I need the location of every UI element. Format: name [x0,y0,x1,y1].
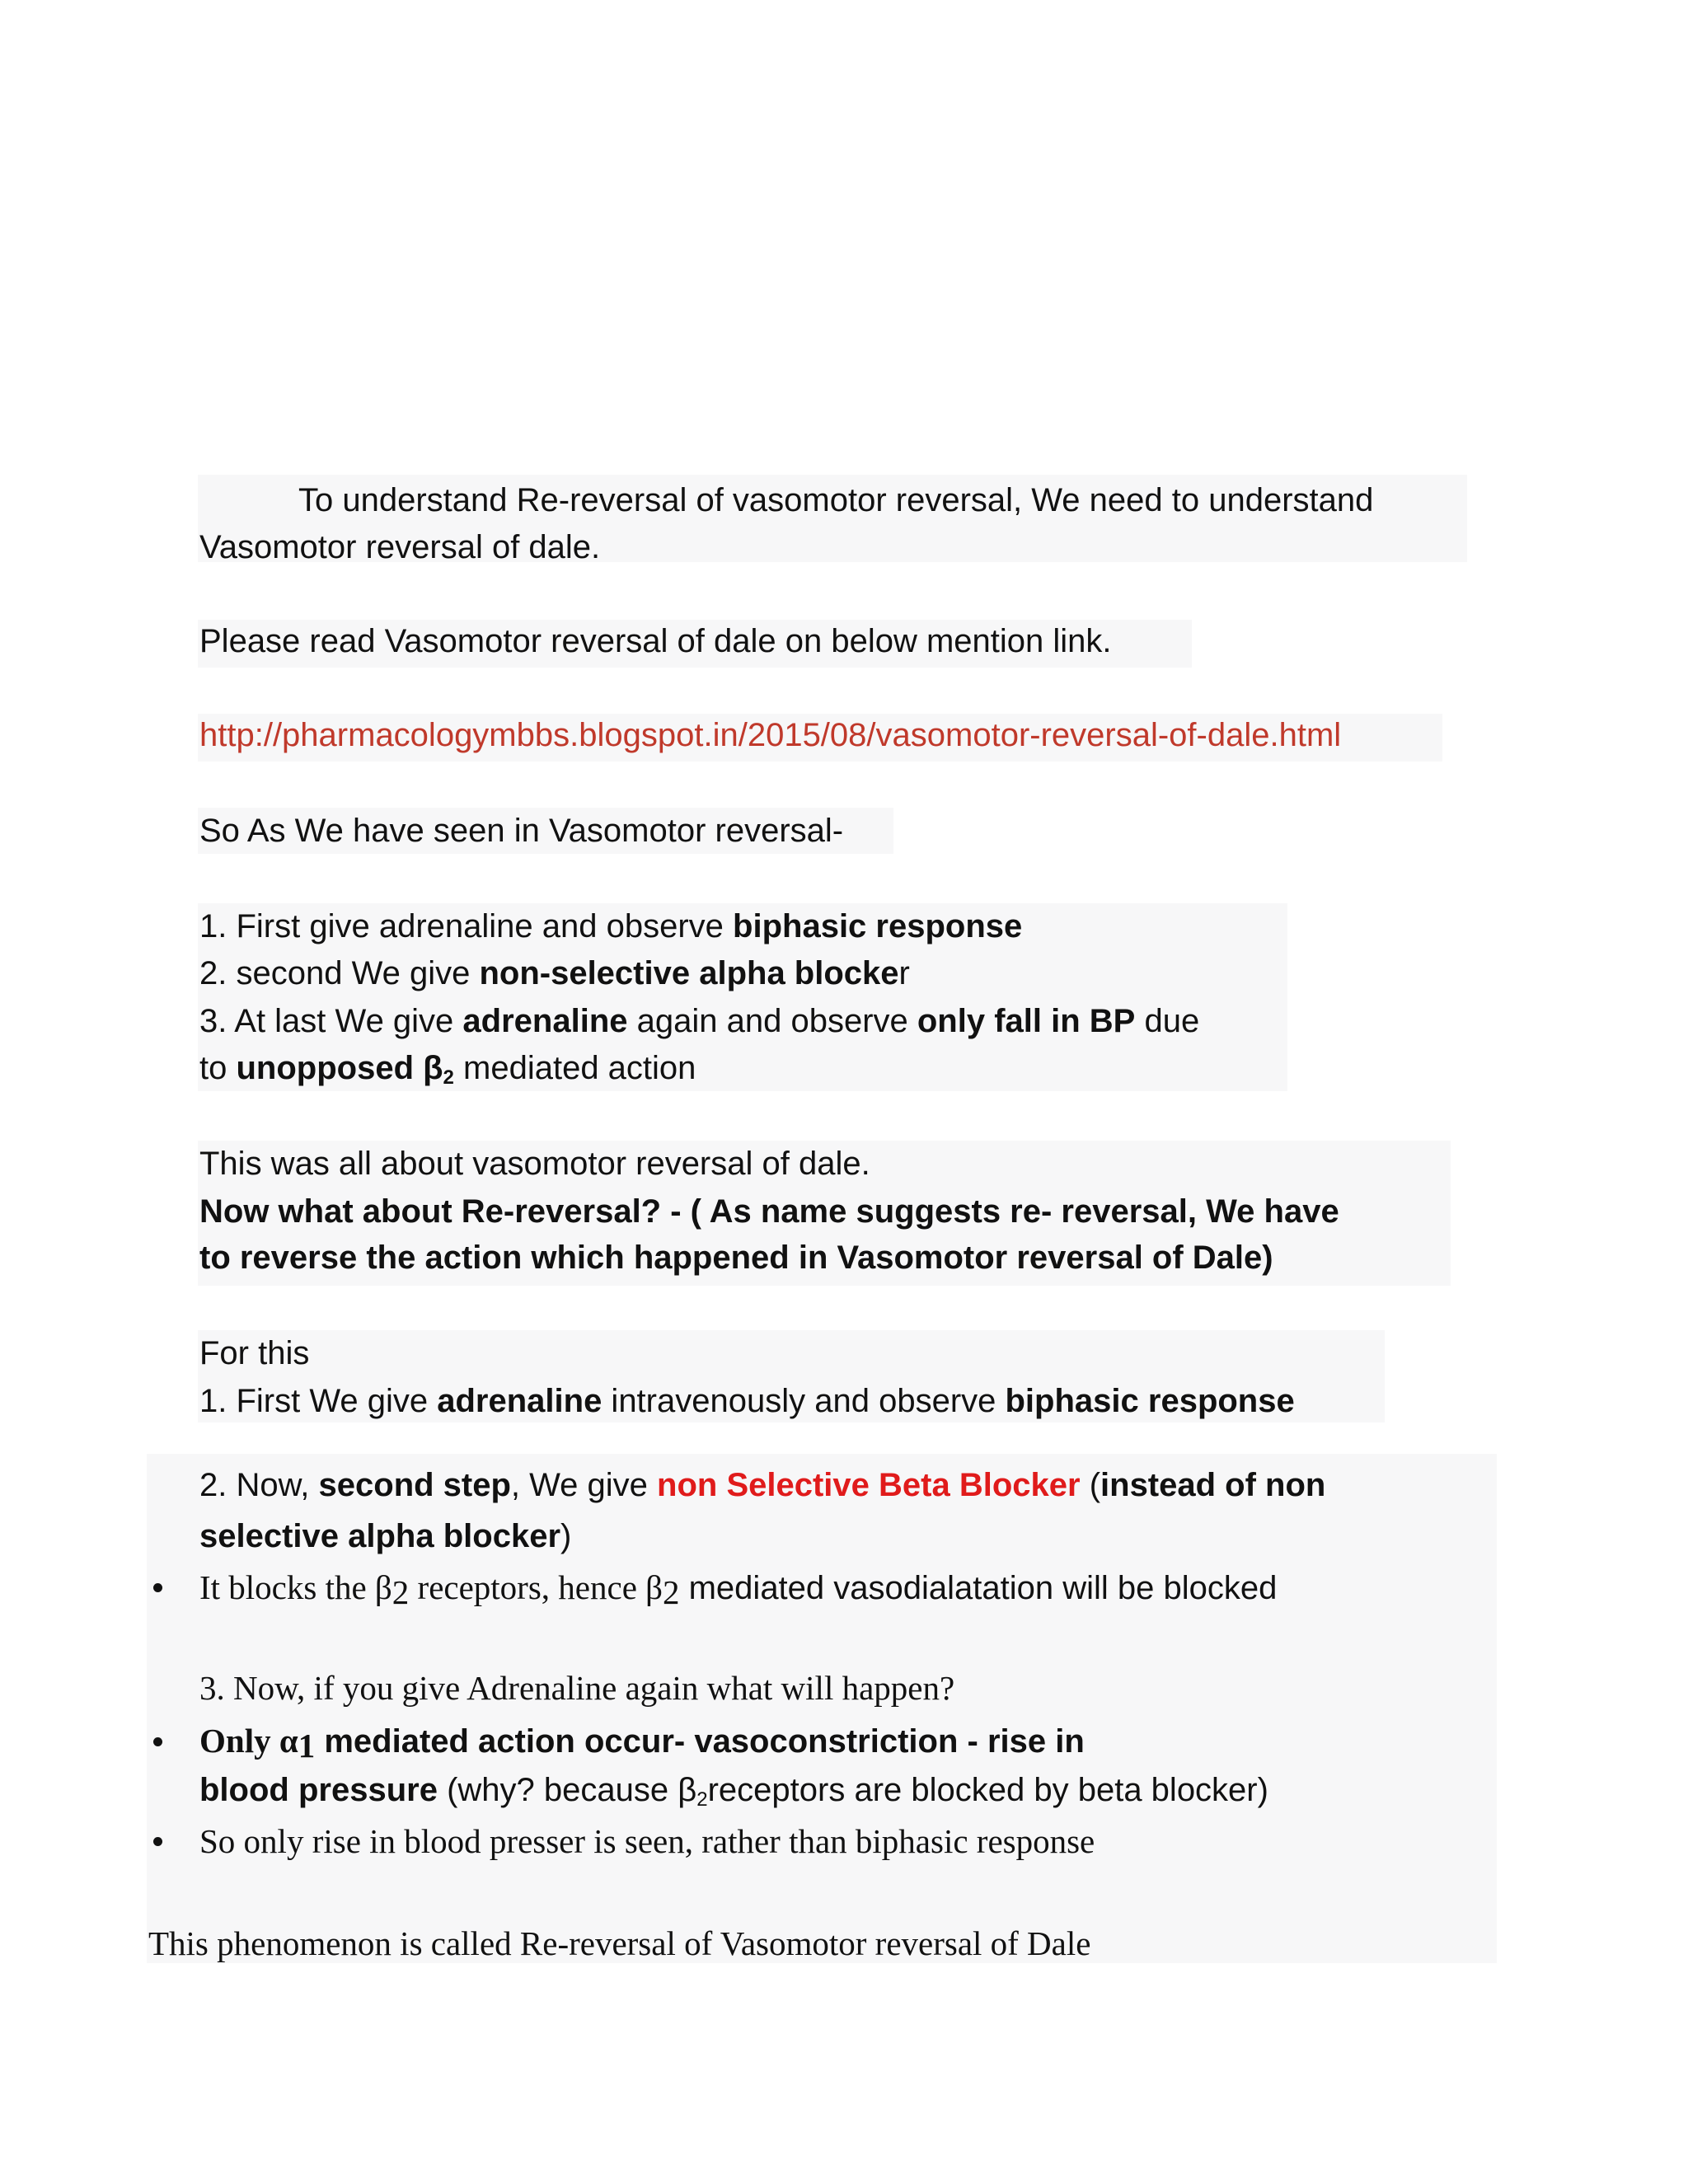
bullet-3: So only rise in blood presser is seen, rather than biphasic response [199,1822,1095,1860]
bullet-2-text: Only α [199,1722,298,1760]
re-step-2-bold: second step [318,1467,511,1503]
vaso-step-1-text: 1. First give adrenaline and observe [199,908,734,944]
re-step-1-mid: intravenously and observe [602,1383,1006,1419]
vaso-step-3-text: 3. At last We give [199,1003,463,1039]
vaso-step-1-bold: biphasic response [733,908,1023,944]
re-step-2-cont [199,1515,571,1558]
conclusion: This phenomenon is called Re-reversal of Vasomotor reversal of Dale [148,1924,1091,1962]
vaso-step-3-mid: again and observe [627,1003,917,1039]
vaso-step-3-bold-a: adrenaline [462,1003,628,1039]
alpha-subscript: 1 [298,1727,316,1765]
re-step-2-text: 2. Now, [199,1467,319,1503]
re-step-2-paren: ( [1080,1467,1101,1503]
re-step-1-text: 1. First We give [199,1383,438,1419]
bullet-1-text: It blocks the β [199,1568,392,1606]
question-line-1: Now what about Re-reversal? - ( As name suggests re- reversal, We have [199,1193,1339,1230]
bullet-1-sub-2: 2 [663,1573,680,1611]
beta-2-subscript: 2 [696,1788,708,1811]
re-step-2-bold-tail: instead of non [1100,1467,1326,1503]
re-step-1 [199,1380,1295,1422]
summary-line: This was all about vasomotor reversal of dale. [199,1146,870,1182]
re-step-1-bold-a: adrenaline [437,1383,603,1419]
bullet-1-sub-1: 2 [392,1573,410,1611]
re-step-3: 3. Now, if you give Adrenaline again what will happen? [199,1669,955,1707]
vaso-step-3-cont-tail: mediated action [453,1050,696,1086]
intro-line-2: Vasomotor reversal of dale. [199,529,601,565]
re-step-1-bold-b: biphasic response [1005,1383,1295,1419]
vaso-step-2-tail: r [898,955,910,991]
bullet-1-tail: mediated vasodialatation will be blocked [679,1570,1278,1606]
bullet-2-cont [199,1769,1268,1811]
reference-link[interactable]: http://pharmacologymbbs.blogspot.in/2015/08/vasomotor-reversal-of-dale.html [199,717,1342,753]
bullet-2-bold: mediated action occur- vasoconstriction - rise in [315,1723,1085,1760]
bullet-2-cont-text: (why? because β [437,1772,697,1808]
bullet-1-mid: receptors, hence β [409,1568,663,1606]
vaso-step-2-text: 2. second We give [199,955,480,991]
bullet-dot-1 [153,1583,162,1592]
vaso-step-3-tail: due [1135,1003,1200,1039]
vaso-step-1 [199,905,1022,948]
vaso-step-2 [199,952,910,995]
bullet-dot-2 [153,1737,162,1746]
vaso-step-3 [199,1000,1199,1043]
bullet-2-cont-tail: receptors are blocked by beta blocker) [707,1772,1268,1808]
bullet-dot-3 [153,1837,162,1846]
re-step-2-red: non Selective Beta Blocker [657,1467,1081,1503]
vaso-step-3-bold-b: only fall in BP [917,1003,1136,1039]
intro-line-1: To understand Re-reversal of vasomotor reversal, We need to understand [298,482,1374,518]
re-step-2-cont-tail: ) [560,1518,572,1554]
vaso-step-3-cont-text: to [199,1050,237,1086]
re-step-2-mid: , We give [510,1467,658,1503]
question-line-2: to reverse the action which happened in Vasomotor reversal of Dale) [199,1240,1273,1276]
vaso-step-3-cont [199,1047,696,1090]
bullet-1 [199,1566,1277,1610]
vaso-step-3-cont-bold: unopposed β [236,1050,443,1086]
seen-heading: So As We have seen in Vasomotor reversal- [199,813,844,849]
bullet-2-cont-bold: blood pressure [199,1772,438,1808]
re-step-2-cont-bold: selective alpha blocker [199,1518,561,1554]
vaso-step-2-bold: non-selective alpha blocke [479,955,899,991]
bullet-2 [199,1719,1085,1763]
for-this-label: For this [199,1335,310,1371]
read-prompt: Please read Vasomotor reversal of dale on below mention link. [199,623,1112,659]
re-step-2 [199,1464,1325,1507]
beta-subscript: 2 [443,1066,454,1089]
